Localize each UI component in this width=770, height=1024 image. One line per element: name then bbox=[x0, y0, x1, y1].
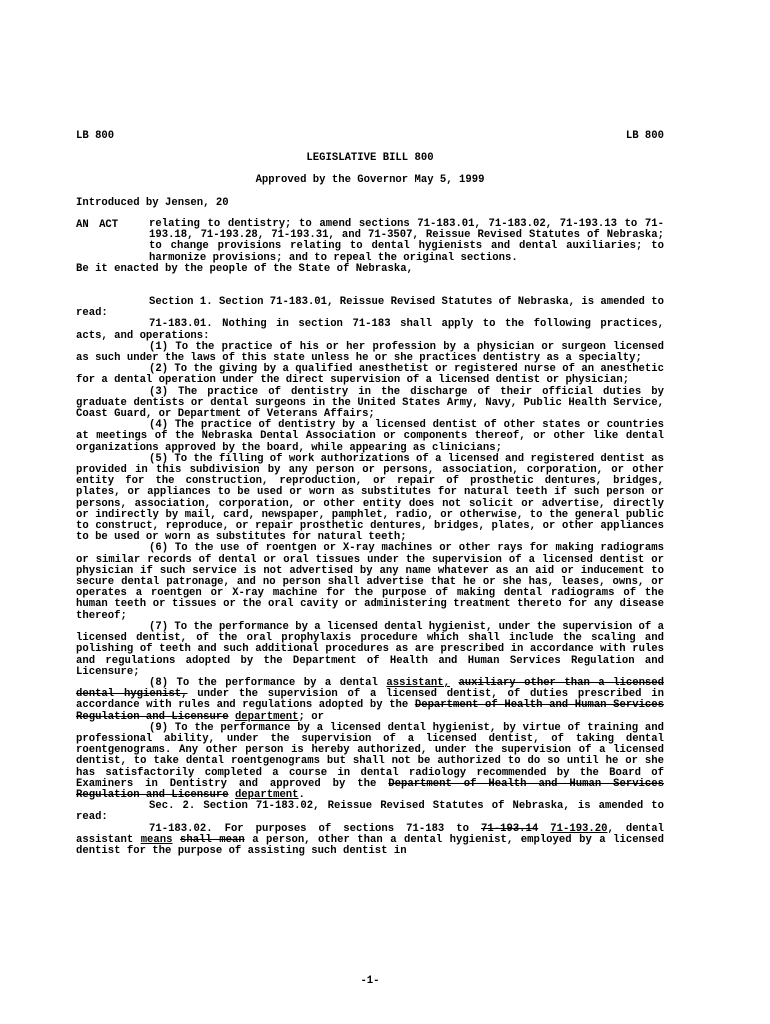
struck-text: 71-193.14 bbox=[481, 822, 539, 835]
enacting-clause: Be it enacted by the people of the State of Nebraska, bbox=[76, 262, 413, 275]
paragraph-71-183-02 bbox=[76, 824, 664, 858]
text: 71-183.02. For purposes of sections 71-183 to bbox=[149, 822, 482, 835]
item-1: (1) To the practice of his or her profession by a physician or surgeon licensed as such under the laws of this state unless he or she practices dentistry as a specialty; bbox=[76, 340, 664, 365]
struck-text: Department of Health and Human Services Regulation and Licensure bbox=[76, 699, 664, 723]
page-number: -1- bbox=[360, 975, 380, 987]
item-3: (3) The practice of dentistry in the discharge of their official duties by graduate dentists or dental surgeons in the United States Army, Navy, Public Health Service, Coast Guard, or Department of Veterans Affairs; bbox=[76, 385, 664, 421]
inserted-text: assistant, bbox=[386, 676, 450, 689]
introduced-line: Introduced by Jensen, 20 bbox=[76, 197, 229, 209]
text: ; or bbox=[298, 710, 324, 723]
bill-body bbox=[76, 297, 664, 857]
item-8 bbox=[76, 678, 664, 723]
text: (9) To the performance by a licensed dental hygienist, by virtue of training and professional ability, under the supervision of a licensed dentist, of taking dental roentgenograms. Any other person is hereby authorized, under the supervision of a licensed dentist, to take dental roentgenograms but shall not be authorized to do so until he or she has satisfactorily completed a course in dental radiology recommended by the Board of Examiners in Dentistry and approved by the bbox=[76, 721, 664, 790]
approval-line: Approved by the Governor May 5, 1999 bbox=[255, 174, 485, 186]
inserted-text: department bbox=[234, 788, 299, 801]
item-4: (4) The practice of dentistry by a licensed dentist of other states or countries at meetings of the Nebraska Dental Association or components thereof, or other like dental organizations approved by the board, while appearing as clinicians; bbox=[76, 419, 664, 454]
item-6: (6) To the use of roentgen or X-ray machines or other rays for making radiograms or similar records of dental or oral tissues under the supervision of a licensed dentist or physician if such service is not advertised by any name whatever as an aid or inducement to secure dental patronage, and no person shall advertise that he or she has, leases, owns, or operates a roentgen or X-ray machine for the purpose of making dental radiograms of the human teeth or tissues or the oral cavity or administering treatment thereto for any disease thereof; bbox=[76, 542, 664, 622]
struck-text: shall mean bbox=[180, 833, 245, 846]
inserted-text: 71-193.20 bbox=[550, 822, 608, 835]
header-left: LB 800 bbox=[76, 130, 115, 142]
item-2: (2) To the giving by a qualified anesthetist or registered nurse of an anesthetic for a dental operation under the direct supervision of a licensed dentist or physician; bbox=[76, 363, 664, 387]
struck-text: auxiliary other than a licensed dental hygienist, bbox=[76, 676, 665, 701]
text: (8) To the performance by a dental bbox=[149, 676, 387, 689]
running-header bbox=[76, 130, 664, 143]
act-block bbox=[76, 219, 664, 275]
struck-text: Department of Health and Human Services Regulation and Licensure bbox=[76, 777, 664, 801]
text: under the supervision of a licensed dentist, of duties prescribed in accordance with rules and regulations adopted by the bbox=[76, 688, 664, 712]
section-2-intro: Sec. 2. Section 71-183.02, Reissue Revised Statutes of Nebraska, is amended to read: bbox=[76, 800, 664, 824]
inserted-text: means bbox=[140, 833, 173, 846]
act-label: AN ACT bbox=[76, 219, 119, 231]
text: . bbox=[298, 788, 305, 801]
text: a person, other than a dental hygienist, employed by a licensed dentist for the purpose of assisting such dentist in bbox=[76, 833, 664, 857]
paragraph-71-183-01: 71-183.01. Nothing in section 71-183 shall apply to the following practices, acts, and operations: bbox=[76, 318, 664, 342]
act-text: relating to dentistry; to amend sections 71-183.01, 71-183.02, 71-193.13 to 71-193.18, 71-193.28, 71-193.31, and 71-3507, Reissue Revised Statutes of Nebraska; to change provisions relating to dental hygienists and dental auxiliaries; to harmonize provisions; and to repeal the original sections. bbox=[149, 218, 664, 264]
item-7: (7) To the performance by a licensed dental hygienist, under the supervision of a licensed dentist, of the oral prophylaxis procedure which shall include the scaling and polishing of teeth and such additional procedures as are prescribed in accordance with rules and regulations adopted by the Department of Health and Human Services Regulation and Licensure; bbox=[76, 620, 664, 678]
inserted-text: department bbox=[234, 710, 299, 723]
header-right: LB 800 bbox=[625, 130, 664, 142]
text: , dental assistant bbox=[76, 822, 664, 846]
section-1-intro: Section 1. Section 71-183.01, Reissue Revised Statutes of Nebraska, is amended to read: bbox=[76, 296, 664, 320]
item-9 bbox=[76, 723, 664, 801]
item-5: (5) To the filling of work authorizations of a licensed and registered dentist as provided in this subdivision by any person or persons, association, corporation, or other entity for the construction, reproduction, or repair of prosthetic dentures, bridges, plates, or appliances to be used or worn as substitutes for natural teeth if such person or persons, association, corporation, or other entity does not solicit or advertise, directly or indirectly by mail, card, newspaper, pamphlet, radio, or otherwise, to the general public to construct, reproduce, or repair prosthetic dentures, bridges, plates, or other appliances to be used or worn as substitutes for natural teeth; bbox=[76, 452, 664, 544]
bill-title: LEGISLATIVE BILL 800 bbox=[306, 152, 434, 164]
